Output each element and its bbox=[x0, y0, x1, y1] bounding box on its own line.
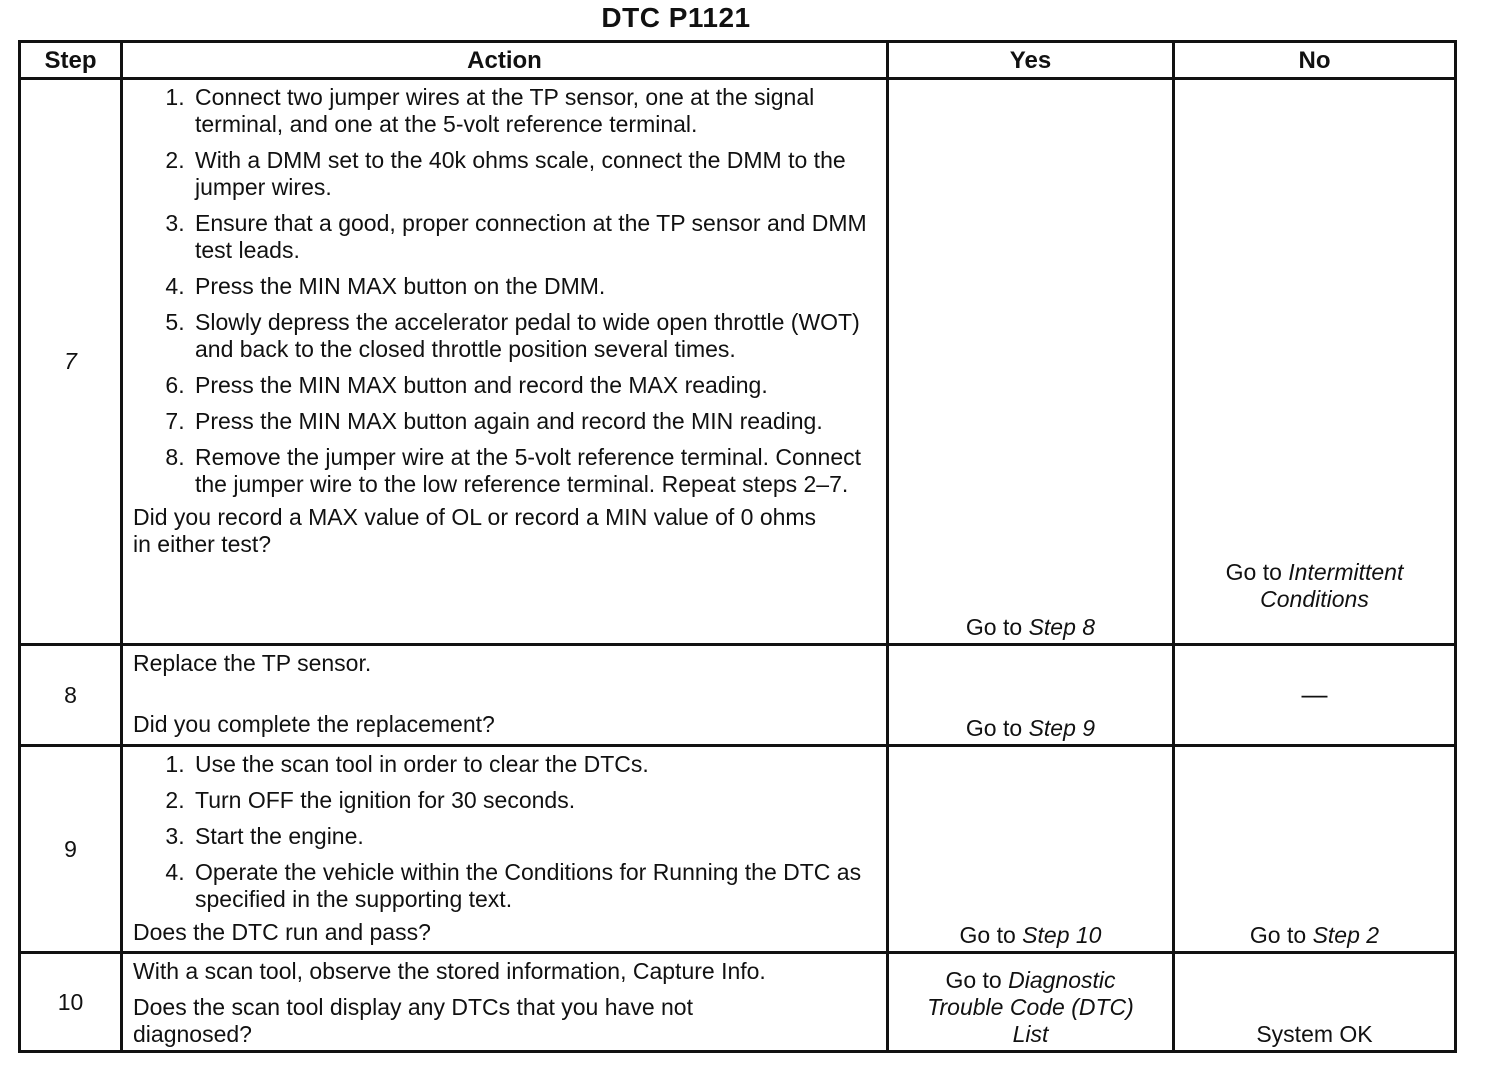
diagnostic-table bbox=[18, 40, 1457, 1053]
action-list bbox=[133, 84, 876, 498]
table-row-step-8 bbox=[20, 645, 1456, 746]
yes-prefix: Go to bbox=[945, 967, 1002, 993]
no-result: System OK bbox=[1256, 1021, 1373, 1047]
yes-ref-link[interactable]: Step 9 bbox=[1028, 715, 1096, 741]
action-text: With a scan tool, observe the stored information, Capture Info. bbox=[133, 958, 766, 984]
action-cell bbox=[122, 746, 888, 953]
table-row-step-7 bbox=[20, 79, 1456, 645]
action-item: 4. Press the MIN MAX button on the DMM. bbox=[191, 273, 876, 300]
no-cell bbox=[1174, 953, 1456, 1052]
action-item: 4. Operate the vehicle within the Conditions for Running the DTC as specified in the supporting text. bbox=[191, 859, 876, 913]
yes-prefix: Go to bbox=[965, 715, 1023, 741]
question-text: Does the scan tool display any DTCs that you have not diagnosed? bbox=[133, 994, 693, 1047]
no-cell bbox=[1174, 645, 1456, 746]
no-ref-link[interactable]: Step 2 bbox=[1312, 922, 1380, 948]
yes-cell bbox=[888, 746, 1174, 953]
action-cell bbox=[122, 645, 888, 746]
yes-cell bbox=[888, 953, 1174, 1052]
action-item: 5. Slowly depress the accelerator pedal to wide open throttle (WOT) and back to the closed throttle position several times. bbox=[191, 309, 876, 363]
action-text: Replace the TP sensor. bbox=[133, 650, 372, 676]
yes-ref-link[interactable]: Diagnostic Trouble Code (DTC) List bbox=[927, 967, 1134, 1047]
action-cell bbox=[122, 79, 888, 645]
no-prefix: Go to bbox=[1249, 922, 1307, 948]
no-cell bbox=[1174, 746, 1456, 953]
action-item: 2. With a DMM set to the 40k ohms scale, connect the DMM to the jumper wires. bbox=[191, 147, 876, 201]
yes-cell bbox=[888, 645, 1174, 746]
action-item: 8. Remove the jumper wire at the 5-volt reference terminal. Connect the jumper wire to the low reference terminal. Repeat steps 2–7. bbox=[191, 444, 876, 498]
page-title: DTC P1121 bbox=[601, 2, 751, 33]
question-text: Did you complete the replacement? bbox=[133, 711, 495, 737]
yes-ref-link[interactable]: Step 8 bbox=[1028, 614, 1096, 640]
header-step: Step bbox=[20, 42, 122, 79]
action-item: 7. Press the MIN MAX button again and record the MIN reading. bbox=[191, 408, 876, 435]
step-number: 10 bbox=[20, 953, 122, 1052]
no-ref-link[interactable]: Intermittent Conditions bbox=[1260, 559, 1404, 612]
yes-ref-link[interactable]: Step 10 bbox=[1022, 922, 1102, 948]
header-no: No bbox=[1174, 42, 1456, 79]
action-item: 3. Start the engine. bbox=[191, 823, 876, 850]
action-list bbox=[133, 751, 876, 913]
action-item: 3. Ensure that a good, proper connection at the TP sensor and DMM test leads. bbox=[191, 210, 876, 264]
header-action: Action bbox=[122, 42, 888, 79]
step-number: 8 bbox=[20, 645, 122, 746]
table-row-step-10 bbox=[20, 953, 1456, 1052]
yes-cell bbox=[888, 79, 1174, 645]
no-dash: — bbox=[1301, 679, 1328, 709]
action-item: 2. Turn OFF the ignition for 30 seconds. bbox=[191, 787, 876, 814]
yes-prefix: Go to bbox=[959, 922, 1016, 948]
header-yes: Yes bbox=[888, 42, 1174, 79]
table-header-row bbox=[20, 42, 1456, 79]
yes-prefix: Go to bbox=[965, 614, 1023, 640]
question-text: Does the DTC run and pass? bbox=[133, 919, 431, 945]
action-item: 1. Connect two jumper wires at the TP sensor, one at the signal terminal, and one at the 5-volt reference terminal. bbox=[191, 84, 876, 138]
action-cell bbox=[122, 953, 888, 1052]
action-item: 1. Use the scan tool in order to clear the DTCs. bbox=[191, 751, 876, 778]
action-item: 6. Press the MIN MAX button and record the MAX reading. bbox=[191, 372, 876, 399]
question-text: Did you record a MAX value of OL or record a MIN value of 0 ohms in either test? bbox=[133, 504, 817, 557]
step-number: 9 bbox=[20, 746, 122, 953]
step-number: 7 bbox=[20, 79, 122, 645]
table-row-step-9 bbox=[20, 746, 1456, 953]
no-prefix: Go to bbox=[1225, 559, 1282, 585]
no-cell bbox=[1174, 79, 1456, 645]
